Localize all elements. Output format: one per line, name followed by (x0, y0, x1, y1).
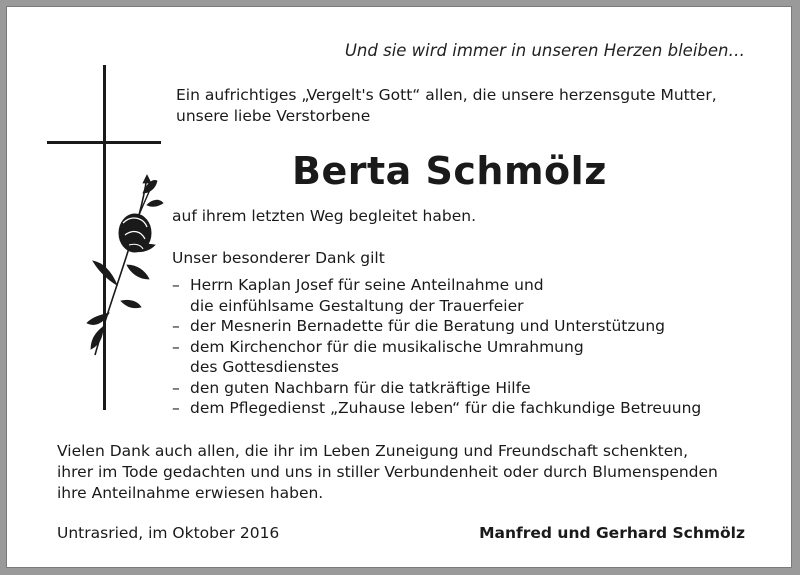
closing-line: Vielen Dank auch allen, die ihr im Leben Zuneigung und Freundschaft schenkten, (57, 442, 689, 460)
intro-text (176, 85, 717, 127)
dash-bullet: – (172, 378, 180, 397)
closing-text (57, 441, 718, 504)
list-item (172, 357, 701, 378)
list-item (172, 378, 701, 399)
list-item (172, 296, 701, 317)
special-thanks-list (172, 275, 701, 419)
intro-line: Ein aufrichtiges „Vergelt's Gott“ allen, die unsere herzensgute Mutter, (176, 86, 717, 104)
dash-bullet: – (172, 317, 180, 335)
dash-bullet: – (172, 399, 180, 417)
list-item (172, 337, 701, 358)
list-item-line: dem Pflegedienst „Zuhause leben“ für die fachkundige Betreuung (190, 399, 702, 417)
signature: Manfred und Gerhard Schmölz (479, 524, 745, 542)
special-thanks-heading: Unser besonderer Dank gilt (172, 249, 385, 267)
list-item-line: den guten Nachbarn für die tatkräftige Hilfe (190, 378, 531, 397)
closing-line: ihrer im Tode gedachten und uns in stiller Verbundenheit oder durch Blumenspenden (57, 463, 718, 481)
rose-icon (87, 175, 163, 355)
deceased-name: Berta Schmölz (292, 149, 607, 193)
closing-line: ihre Anteilnahme erwiesen haben. (57, 484, 324, 502)
cross-with-rose-icon (47, 65, 172, 425)
dash-bullet: – (172, 337, 180, 356)
place-and-date: Untrasried, im Oktober 2016 (57, 524, 280, 542)
list-item (172, 398, 701, 419)
list-item-line: der Mesnerin Bernadette für die Beratung und Unterstützung (190, 317, 665, 335)
list-item (172, 316, 701, 337)
list-item (172, 275, 701, 296)
list-item-line: dem Kirchenchor für die musikalische Umrahmung (190, 337, 584, 356)
accompaniment-text: auf ihrem letzten Weg begleitet haben. (172, 207, 476, 225)
dash-bullet: – (172, 276, 180, 294)
intro-line: unsere liebe Verstorbene (176, 107, 371, 125)
opening-quote: Und sie wird immer in unseren Herzen bleiben… (344, 41, 745, 60)
obituary-notice (6, 6, 792, 568)
list-item-line: des Gottesdienstes (190, 358, 339, 376)
list-item-line: Herrn Kaplan Josef für seine Anteilnahme und (190, 276, 544, 294)
list-item-line: die einfühlsame Gestaltung der Trauerfeier (190, 296, 524, 315)
